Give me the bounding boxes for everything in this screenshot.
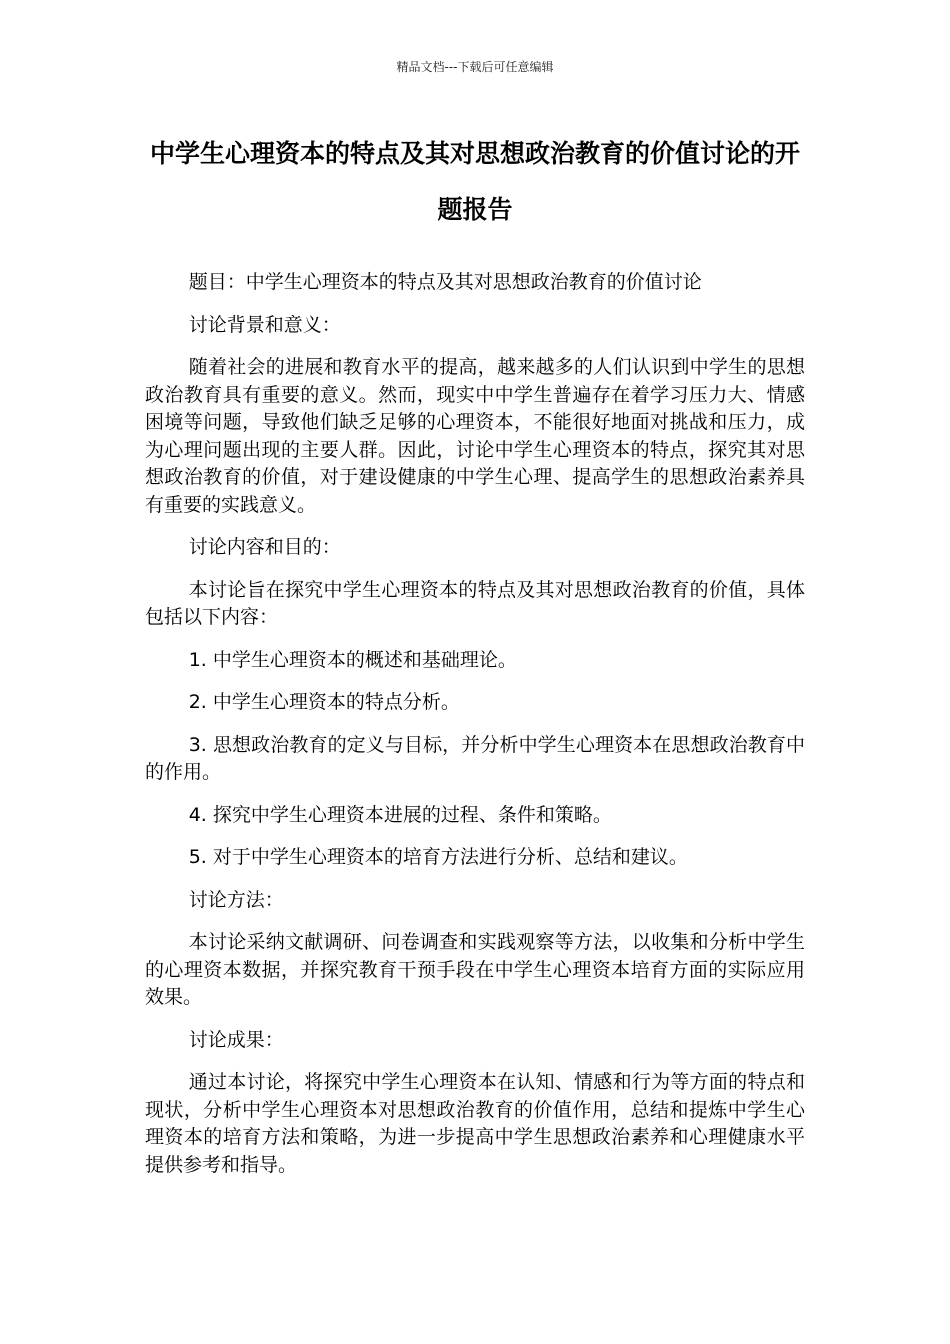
document-title: 中学生心理资本的特点及其对思想政治教育的价值讨论的开题报告 — [149, 139, 800, 224]
paragraph-method: 本讨论采纳文献调研、问卷调查和实践观察等方法，以收集和分析中学生的心理资本数据，并探究教育干预手段在中学生心理资本培育方面的实际应用效果。 — [145, 931, 805, 1008]
list-item-1: 1. 中学生心理资本的概述和基础理论。 — [188, 648, 517, 671]
list-item-5: 5. 对于中学生心理资本的培育方法进行分析、总结和建议。 — [188, 846, 688, 868]
document-body — [145, 269, 805, 1194]
list-item-4: 4. 探究中学生心理资本进展的过程、条件和策略。 — [188, 803, 612, 826]
paragraph-topic: 题目：中学生心理资本的特点及其对思想政治教育的价值讨论 — [188, 271, 702, 293]
paragraph-background: 随着社会的进展和教育水平的提高，越来越多的人们认识到中学生的思想政治教育具有重要的意义。然而，现实中中学生普遍存在着学习压力大、情感困境等问题，导致他们缺乏足够的心理资本，不能很好地面对挑战和压力，成为心理问题出现的主要人群。因此，讨论中学生心理资本的特点，探究其对思想政治教育的价值，对于建设健康的中学生心理、提高学生的思想政治素养具有重要的实践意义。 — [145, 356, 805, 516]
heading-results: 讨论成果： — [188, 1028, 284, 1051]
list-item-2: 2. 中学生心理资本的特点分析。 — [188, 691, 460, 713]
list-item-3: 3. 思想政治教育的定义与目标，并分析中学生心理资本在思想政治教育中的作用。 — [145, 733, 805, 783]
heading-background: 讨论背景和意义： — [188, 313, 341, 336]
paragraph-results: 通过本讨论，将探究中学生心理资本在认知、情感和行为等方面的特点和现状，分析中学生心理资本对思想政治教育的价值作用，总结和提炼中学生心理资本的培育方法和策略，为进一步提高中学生思想政治素养和心理健康水平提供参考和指导。 — [145, 1071, 805, 1176]
heading-content: 讨论内容和目的： — [188, 536, 341, 558]
heading-method: 讨论方法： — [188, 888, 284, 911]
paragraph-content: 本讨论旨在探究中学生心理资本的特点及其对思想政治教育的价值，具体包括以下内容： — [145, 578, 805, 628]
header-note: 精品文档---下载后可任意编辑 — [396, 60, 554, 74]
